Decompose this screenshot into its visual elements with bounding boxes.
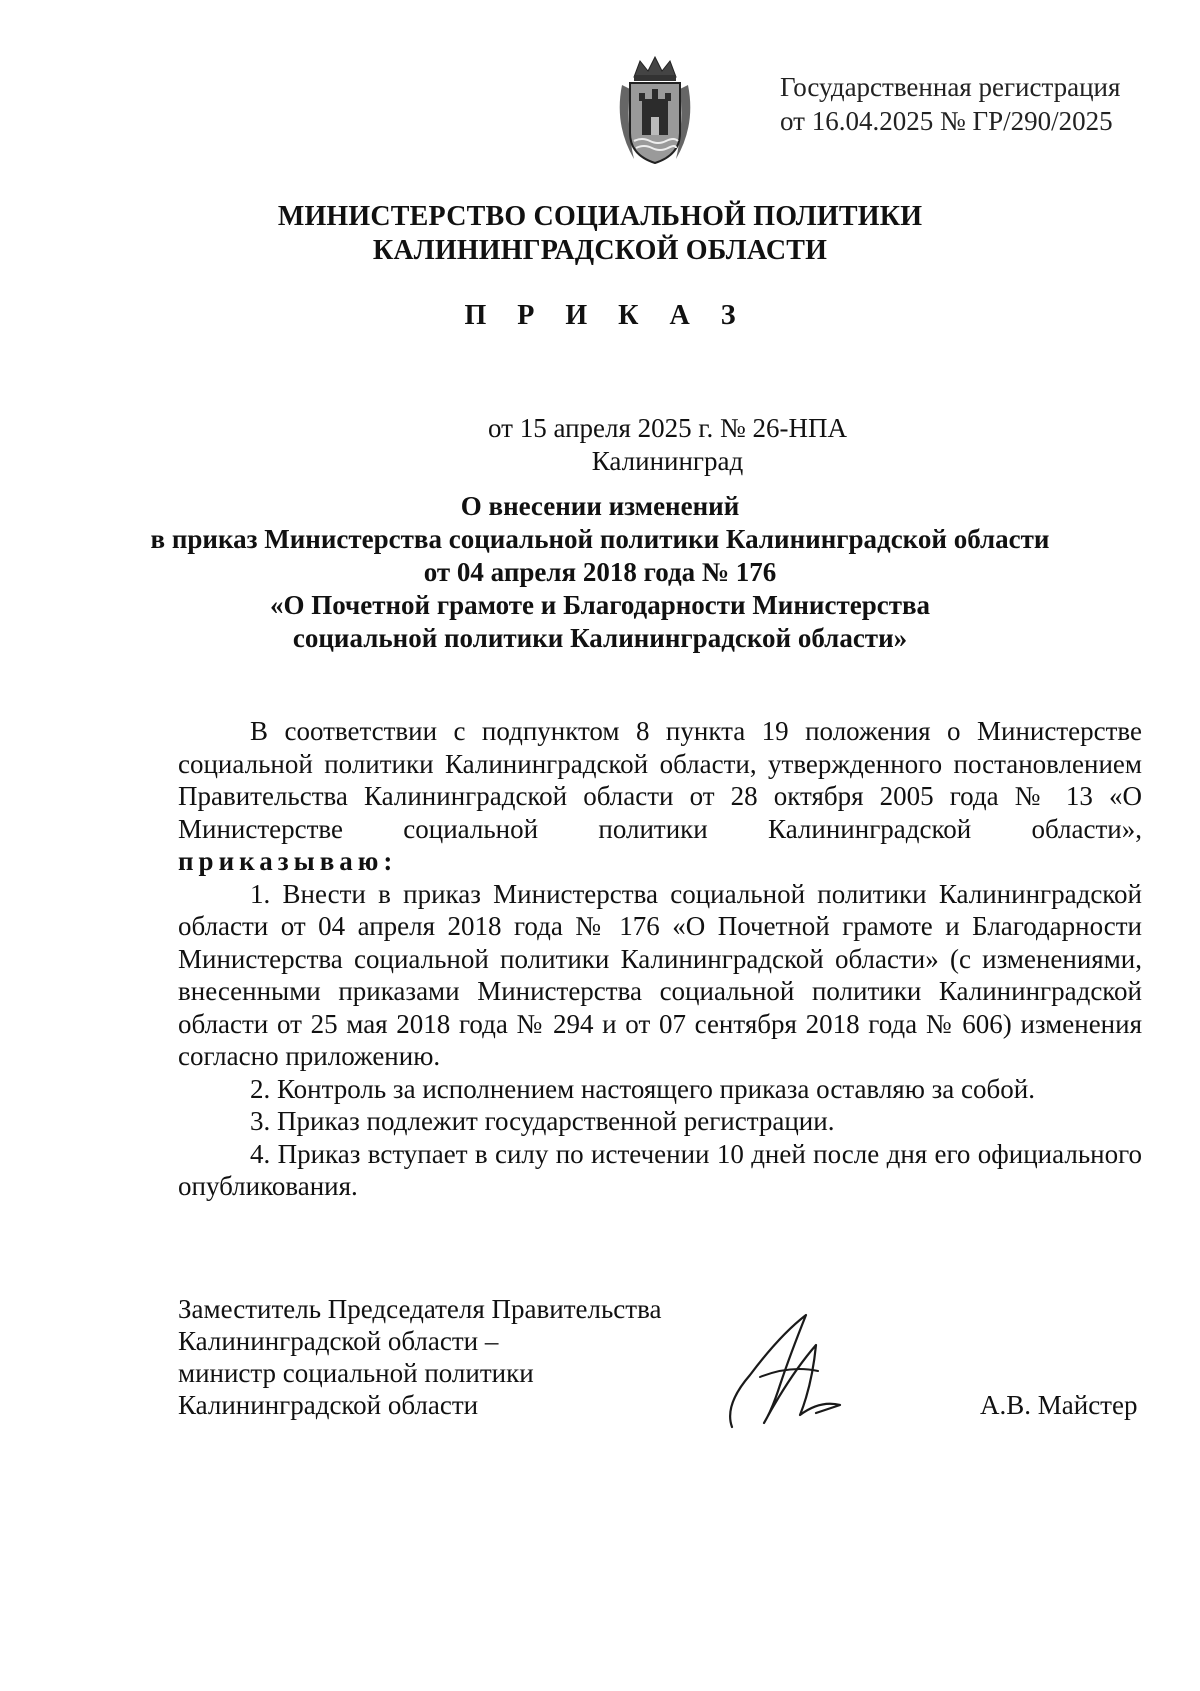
- subject-line-4: «О Почетной грамоте и Благодарности Министерства: [269, 590, 931, 620]
- document-type-title: П Р И К А З: [464, 300, 748, 331]
- item-2-paragraph: 2. Контроль за исполнением настоящего приказа оставляю за собой.: [250, 1073, 1035, 1104]
- city-name: Калининград: [591, 446, 744, 476]
- item-4-paragraph: 4. Приказ вступает в силу по истечении 10 дней после дня его официального опубликования.: [178, 1138, 1142, 1201]
- item-3-paragraph: 3. Приказ подлежит государственной регистрации.: [250, 1106, 835, 1136]
- item-1-paragraph: 1. Внести в приказ Министерства социальной политики Калининградской области от 04 апреля 2018 года № 176 «О Почетной грамоте и Благодарности Министерства социальной политики Калининградской области» (с изменениями, внесенными приказами Министерства социальной политики Калининградской области от 25 мая 2018 года № 294 и от 07 сентября 2018 года № 606) изменения согласно приложению.: [178, 878, 1142, 1071]
- position-line-1: Заместитель Председателя Правительства: [178, 1294, 662, 1324]
- position-line-2: Калининградской области –: [178, 1326, 499, 1356]
- order-body: [178, 715, 1142, 1203]
- registration-line-2: от 16.04.2025 № ГР/290/2025: [780, 106, 1113, 136]
- position-line-3: министр социальной политики: [178, 1358, 534, 1388]
- ministry-name: [0, 200, 1200, 268]
- subject-line-3: от 04 апреля 2018 года № 176: [423, 557, 777, 587]
- subject-line-2: в приказ Министерства социальной политики Калининградской области: [150, 524, 1050, 554]
- ministry-name-line-1: МИНИСТЕРСТВО СОЦИАЛЬНОЙ ПОЛИТИКИ: [277, 201, 923, 232]
- position-line-4: Калининградской области: [178, 1390, 479, 1420]
- ministry-name-line-2: КАЛИНИНГРАДСКОЙ ОБЛАСТИ: [372, 235, 828, 266]
- preamble-paragraph: [178, 715, 1142, 878]
- order-date-number: от 15 апреля 2025 г. № 26-НПА: [488, 413, 847, 443]
- preamble-text: В соответствии с подпунктом 8 пункта 19 положения о Министерстве социальной политики Калининградской области, утвержденного постановлением Правительства Калининградской области от 28 октября 2005 года № 13 «О Министерстве социальной политики Калининградской области»,: [178, 716, 1142, 844]
- subject-line-5: социальной политики Калининградской области»: [292, 623, 908, 653]
- registration-stamp: [780, 70, 1120, 138]
- order-word: приказываю:: [178, 846, 398, 876]
- handwritten-signature: [720, 1305, 870, 1435]
- signatory-position: [178, 1293, 661, 1421]
- date-and-place: [0, 412, 1200, 478]
- order-subject: [0, 490, 1200, 655]
- subject-line-1: О внесении изменений: [460, 491, 740, 521]
- registration-line-1: Государственная регистрация: [780, 72, 1121, 102]
- coat-of-arms-emblem: [612, 55, 698, 167]
- signatory-name: А.В. Майстер: [980, 1390, 1138, 1420]
